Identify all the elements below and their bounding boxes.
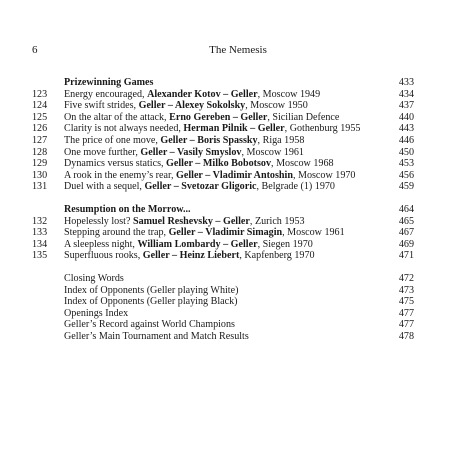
section-heading-row xyxy=(32,77,444,89)
game-number: 134 xyxy=(32,238,48,250)
game-text: , Riga 1958 xyxy=(257,134,305,146)
game-players: Herman Pilnik – Geller xyxy=(183,123,285,135)
back-matter-page: 477 xyxy=(398,307,414,319)
game-text: Superfluous rooks, xyxy=(64,250,143,262)
entry-page-number: 467 xyxy=(398,227,414,239)
game-number: 125 xyxy=(32,111,48,123)
game-text: , Moscow 1949 xyxy=(257,88,321,100)
back-matter-page: 475 xyxy=(398,296,414,308)
page-header xyxy=(32,44,444,58)
toc-entry xyxy=(32,216,444,228)
game-players: Geller – Heinz Liebert xyxy=(142,250,240,262)
back-matter-entry xyxy=(32,331,444,343)
page-number: 6 xyxy=(32,44,38,56)
back-matter-entry xyxy=(32,308,444,320)
game-players: Samuel Reshevsky – Geller xyxy=(132,215,250,227)
game-text: Duel with a sequel, xyxy=(64,181,145,193)
game-title xyxy=(64,112,404,124)
game-text: Stepping around the trap, xyxy=(64,227,169,239)
game-title xyxy=(64,239,404,251)
back-matter-page: 472 xyxy=(398,272,414,284)
back-matter-page: 473 xyxy=(398,284,414,296)
toc-entry xyxy=(32,135,444,147)
toc-entry xyxy=(32,250,444,262)
toc-entry xyxy=(32,170,444,182)
game-text: , Gothenburg 1955 xyxy=(284,123,361,135)
game-title xyxy=(64,135,404,147)
game-players: Alexander Kotov – Geller xyxy=(147,88,258,100)
game-number: 129 xyxy=(32,158,48,170)
entry-page-number: 465 xyxy=(398,215,414,227)
game-players: Geller – Vladimir Antoshin xyxy=(176,169,293,181)
game-title xyxy=(64,170,404,182)
game-players: Geller – Milko Bobotsov xyxy=(166,158,272,170)
game-text: , Belgrade (1) 1970 xyxy=(256,181,335,193)
back-matter-entry xyxy=(32,296,444,308)
game-number: 130 xyxy=(32,169,48,181)
game-text: Clarity is not always needed, xyxy=(64,123,184,135)
toc-entry xyxy=(32,123,444,135)
game-title xyxy=(64,250,404,262)
entry-page-number: 471 xyxy=(398,250,414,262)
back-matter-title: Index of Opponents (Geller playing White) xyxy=(64,284,239,296)
game-title xyxy=(64,227,404,239)
game-text: On the altar of the attack, xyxy=(64,111,170,123)
back-matter-title: Index of Opponents (Geller playing Black) xyxy=(64,296,238,308)
game-players: Geller – Vasily Smyslov xyxy=(140,146,242,158)
entry-page-number: 459 xyxy=(398,181,414,193)
game-players: William Lombardy – Geller xyxy=(137,238,258,250)
toc-entry xyxy=(32,181,444,193)
game-number: 133 xyxy=(32,227,48,239)
game-number: 135 xyxy=(32,250,48,262)
game-players: Erno Gereben – Geller xyxy=(169,111,268,123)
back-matter xyxy=(32,273,444,343)
entry-page-number: 434 xyxy=(398,88,414,100)
game-title xyxy=(64,181,404,193)
back-matter-entry xyxy=(32,319,444,331)
game-text: , Moscow 1968 xyxy=(271,158,334,170)
entry-page-number: 440 xyxy=(398,111,414,123)
game-text: A sleepless night, xyxy=(64,238,138,250)
entry-page-number: 446 xyxy=(398,134,414,146)
game-players: Geller – Alexey Sokolsky xyxy=(138,100,246,112)
game-text: One move further, xyxy=(64,146,141,158)
back-matter-title: Geller’s Record against World Champions xyxy=(64,319,235,331)
running-title: The Nemesis xyxy=(209,44,267,56)
game-text: Hopelessly lost? xyxy=(64,215,133,227)
game-title xyxy=(64,123,404,135)
toc-entry xyxy=(32,147,444,159)
section-heading-page: 464 xyxy=(398,203,414,215)
toc-entry xyxy=(32,89,444,101)
game-text: , Moscow 1961 xyxy=(241,146,304,158)
game-text: Five swift strides, xyxy=(64,100,139,112)
game-number: 128 xyxy=(32,146,48,158)
game-title xyxy=(64,216,404,228)
toc-entry xyxy=(32,239,444,251)
back-matter-page: 477 xyxy=(398,319,414,331)
toc-entry xyxy=(32,112,444,124)
table-of-contents xyxy=(32,77,444,353)
section-heading: Resumption on the Morrow... xyxy=(64,203,191,215)
section-heading-row xyxy=(32,204,444,216)
toc-section xyxy=(32,77,444,193)
game-text: The price of one move, xyxy=(64,134,161,146)
game-title xyxy=(64,147,404,159)
back-matter-title: Closing Words xyxy=(64,272,124,284)
entry-page-number: 443 xyxy=(398,123,414,135)
entry-page-number: 437 xyxy=(398,100,414,112)
game-text: , Moscow 1970 xyxy=(292,169,356,181)
game-text: , Zurich 1953 xyxy=(249,215,305,227)
game-number: 132 xyxy=(32,215,48,227)
game-text: , Siegen 1970 xyxy=(257,238,313,250)
game-title xyxy=(64,100,404,112)
back-matter-entry xyxy=(32,273,444,285)
game-number: 127 xyxy=(32,134,48,146)
game-number: 123 xyxy=(32,88,48,100)
game-text: Dynamics versus statics, xyxy=(64,158,167,170)
game-players: Geller – Vladimir Simagin xyxy=(168,227,283,239)
game-text: Energy encouraged, xyxy=(64,88,148,100)
section-heading: Prizewinning Games xyxy=(64,77,154,88)
game-players: Geller – Boris Spassky xyxy=(160,134,258,146)
entry-page-number: 450 xyxy=(398,146,414,158)
entry-page-number: 469 xyxy=(398,238,414,250)
game-text: , Moscow 1950 xyxy=(245,100,308,112)
game-number: 126 xyxy=(32,123,48,135)
game-text: , Sicilian Defence xyxy=(267,111,340,123)
toc-entry xyxy=(32,100,444,112)
game-text: , Kapfenberg 1970 xyxy=(239,250,315,262)
game-title xyxy=(64,158,404,170)
entry-page-number: 456 xyxy=(398,169,414,181)
game-number: 124 xyxy=(32,100,48,112)
game-text: A rook in the enemy’s rear, xyxy=(64,169,176,181)
game-number: 131 xyxy=(32,181,48,193)
back-matter-title: Openings Index xyxy=(64,307,129,319)
back-matter-entry xyxy=(32,285,444,297)
section-heading-page: 433 xyxy=(398,77,414,88)
toc-entry xyxy=(32,158,444,170)
game-players: Geller – Svetozar Gligoric xyxy=(144,181,257,193)
game-text: , Moscow 1961 xyxy=(282,227,345,239)
back-matter-page: 478 xyxy=(398,330,414,342)
back-matter-title: Geller’s Main Tournament and Match Results xyxy=(64,330,249,342)
game-title xyxy=(64,89,404,101)
entry-page-number: 453 xyxy=(398,158,414,170)
toc-entry xyxy=(32,227,444,239)
toc-section xyxy=(32,204,444,262)
